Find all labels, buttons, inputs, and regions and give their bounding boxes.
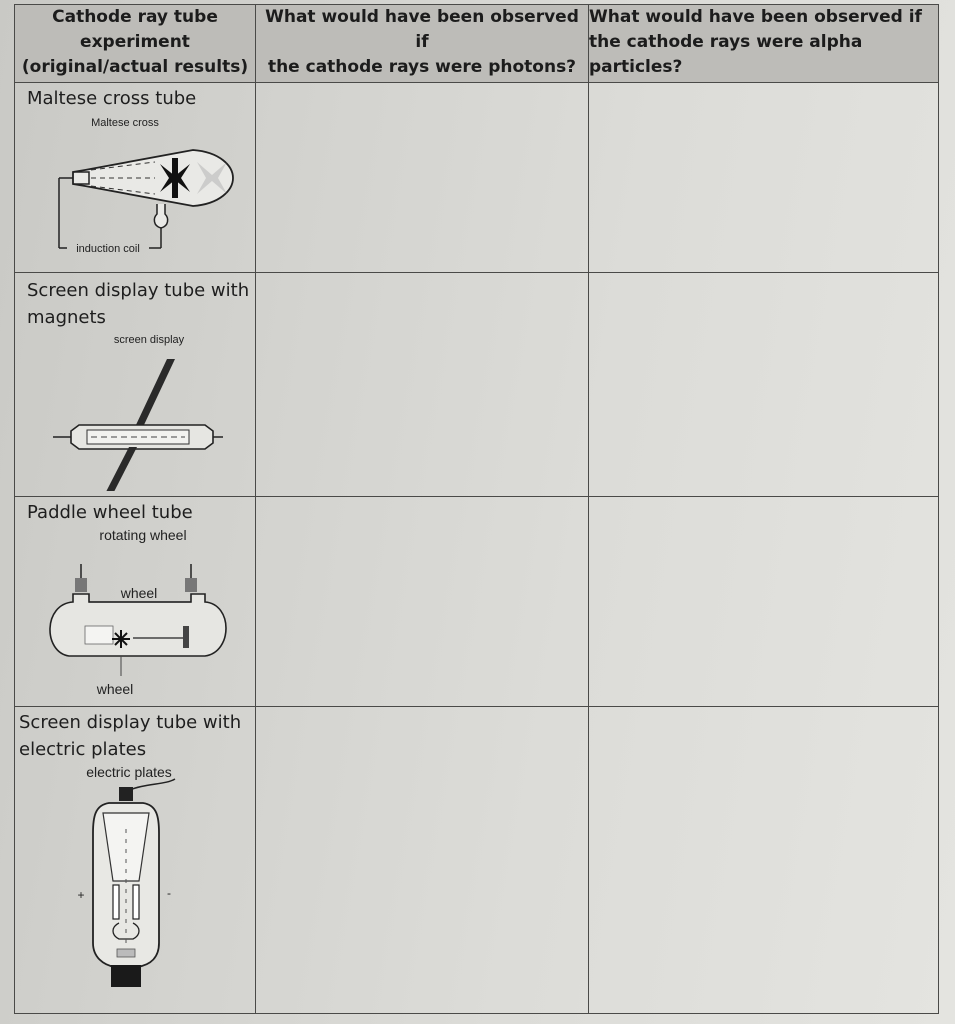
electric-plates-tube-diagram bbox=[15, 763, 253, 999]
cathode-grid bbox=[85, 626, 113, 644]
header-cathode-ray-experiment bbox=[15, 5, 256, 83]
row-title bbox=[15, 707, 255, 763]
experiment-cell bbox=[15, 273, 256, 497]
screen-display-label: screen display bbox=[113, 334, 185, 346]
right-terminal bbox=[185, 578, 197, 592]
top-cap bbox=[119, 787, 133, 801]
row-title-line: Paddle wheel tube bbox=[27, 502, 193, 523]
row-title bbox=[15, 497, 255, 526]
header-line: particles? bbox=[589, 57, 683, 77]
header-line: (original/actual results) bbox=[21, 57, 249, 77]
header-alpha-particles bbox=[589, 5, 939, 83]
minus-label: - bbox=[167, 886, 171, 900]
left-plate bbox=[113, 885, 119, 919]
alpha-answer-cell[interactable] bbox=[589, 273, 939, 497]
wheel-label-bottom: wheel bbox=[96, 681, 134, 697]
header-line: experiment bbox=[80, 32, 190, 52]
row-screen-electric-plates bbox=[15, 707, 939, 1014]
anode-side-arm bbox=[154, 204, 167, 228]
plus-label: + bbox=[77, 888, 85, 902]
experiment-cell bbox=[15, 83, 256, 273]
photons-answer-cell[interactable] bbox=[256, 83, 589, 273]
lower-magnet bbox=[89, 447, 137, 491]
row-maltese-cross bbox=[15, 83, 939, 273]
row-title bbox=[15, 83, 255, 112]
photons-answer-cell[interactable] bbox=[256, 273, 589, 497]
right-plate bbox=[133, 885, 139, 919]
row-paddle-wheel bbox=[15, 497, 939, 707]
paddle-tube-body bbox=[50, 594, 226, 656]
electric-plates-label: electric plates bbox=[86, 764, 172, 780]
header-line: the cathode rays were alpha bbox=[589, 32, 863, 52]
paddle-wheel-tube-diagram bbox=[15, 526, 253, 704]
experiment-cell bbox=[15, 707, 256, 1014]
anode-plate bbox=[183, 626, 189, 648]
maltese-cross-tube-diagram bbox=[15, 112, 253, 268]
wheel-label-inner: wheel bbox=[120, 585, 158, 601]
row-title-line: Maltese cross tube bbox=[27, 88, 197, 109]
row-title-line: magnets bbox=[27, 307, 106, 328]
induction-coil-label: induction coil bbox=[76, 243, 140, 255]
screen-magnets-tube-diagram bbox=[15, 331, 253, 491]
row-title-line: Screen display tube with bbox=[27, 280, 250, 301]
tube-base bbox=[111, 965, 141, 987]
top-lead bbox=[127, 779, 175, 791]
upper-magnet bbox=[135, 359, 175, 427]
alpha-answer-cell[interactable] bbox=[589, 707, 939, 1014]
row-title bbox=[15, 273, 255, 331]
experiment-cell bbox=[15, 497, 256, 707]
photons-answer-cell[interactable] bbox=[256, 707, 589, 1014]
maltese-cross-label: Maltese cross bbox=[91, 117, 159, 129]
left-terminal bbox=[75, 578, 87, 592]
photons-answer-cell[interactable] bbox=[256, 497, 589, 707]
header-row bbox=[15, 5, 939, 83]
header-photons bbox=[256, 5, 589, 83]
header-line: Cathode ray tube bbox=[52, 7, 218, 27]
row-screen-magnets bbox=[15, 273, 939, 497]
alpha-answer-cell[interactable] bbox=[589, 497, 939, 707]
header-line: What would have been observed if bbox=[265, 7, 579, 52]
base-filament bbox=[117, 949, 135, 957]
alpha-answer-cell[interactable] bbox=[589, 83, 939, 273]
header-line: What would have been observed if bbox=[589, 7, 922, 27]
cathode-ray-table bbox=[14, 4, 939, 1014]
row-title-line: Screen display tube with bbox=[19, 712, 242, 733]
rotating-wheel-label: rotating wheel bbox=[99, 527, 187, 543]
row-title-line: electric plates bbox=[19, 739, 147, 760]
header-line: the cathode rays were photons? bbox=[267, 57, 577, 77]
